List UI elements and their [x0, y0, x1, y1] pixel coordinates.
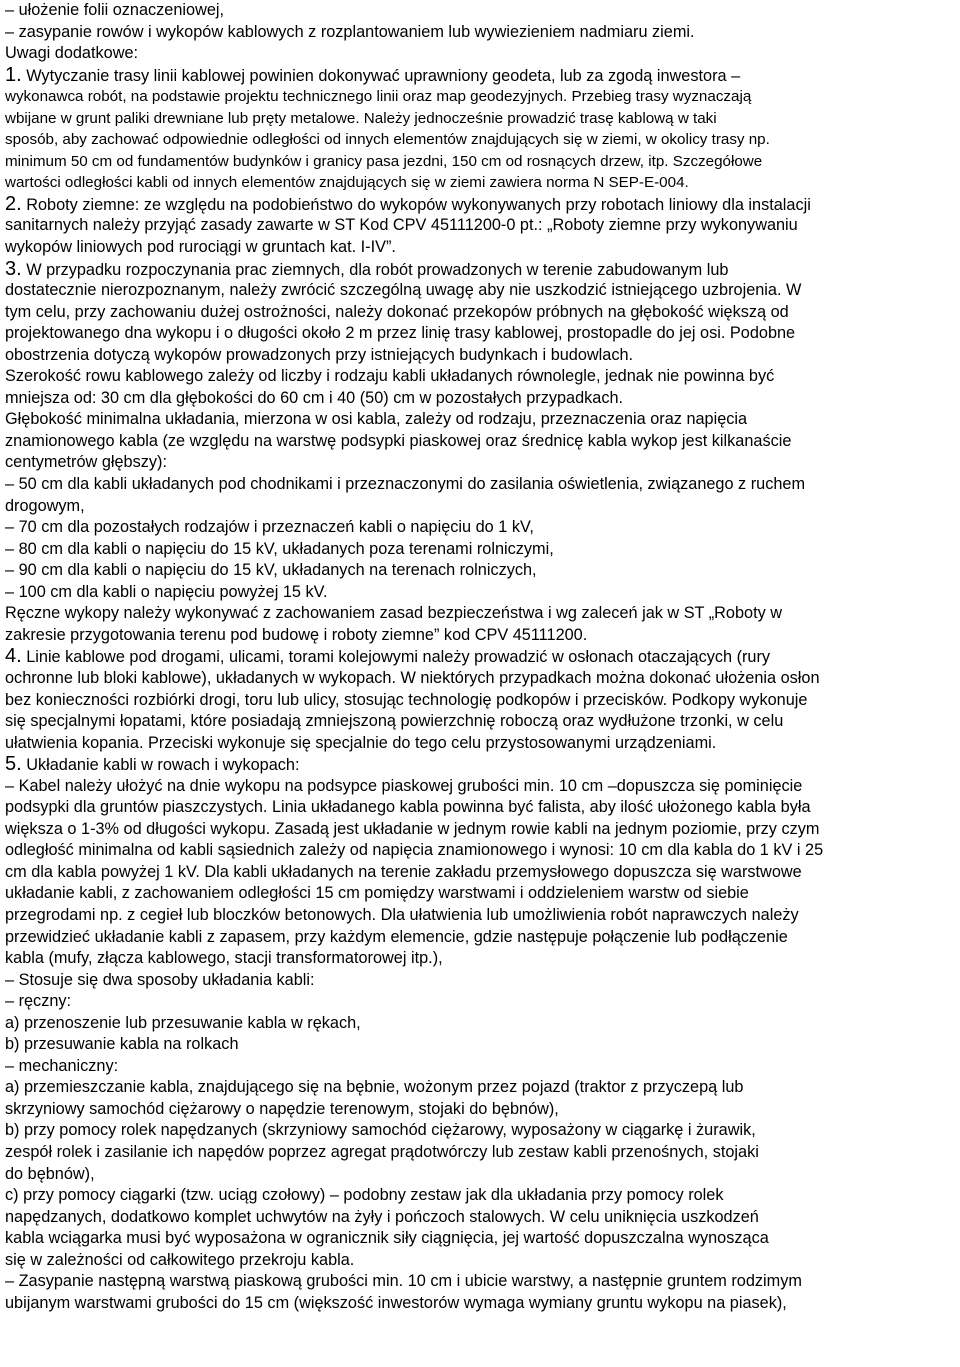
text-line — [5, 259, 960, 281]
text-line: skrzyniowy samochód ciężarowy o napędzie terenowym, stojaki do bębnów), — [5, 1099, 559, 1118]
text-line: wykonawca robót, na podstawie projektu technicznego linii oraz map geodezyjnych. Przebieg trasy wyznaczają — [5, 88, 752, 106]
text-line — [5, 65, 960, 87]
text-line: a) przemieszczanie kabla, znajdującego się na bębnie, wożonym przez pojazd (traktor z przyczepą lub — [5, 1078, 744, 1097]
text-line: ułatwienia kopania. Przeciski wykonuje się specjalnie do tego celu przystosowanymi urządzeniami. — [5, 733, 717, 752]
text-line: centymetrów głębszy): — [5, 453, 167, 472]
text-line: tym celu, przy zachowaniu dużej ostrożności, należy dokonać przekopów próbnych na głębokość większą od — [5, 302, 789, 321]
text-line: ochronne lub bloki kablowe), układanych w wykopach. W niektórych przypadkach można dokonać ułożenia osłon — [5, 668, 820, 687]
text-line: do bębnów), — [5, 1164, 95, 1183]
text-line: sanitarnych należy przyjąć zasady zawarte w ST Kod CPV 45111200-0 pt.: „Roboty ziemne przy wykonywaniu — [5, 216, 798, 235]
text-line: układanie kabli, z zachowaniem odległości 15 cm pomiędzy warstwami i oddzieleniem warstw od siebie — [5, 884, 749, 903]
text-line: b) przesuwanie kabla na rolkach — [5, 1035, 239, 1054]
text-line — [5, 646, 960, 668]
section-text: Linie kablowe pod drogami, ulicami, torami kolejowymi należy prowadzić w osłonach otaczających (rury — [21, 648, 771, 667]
text-line: drogowym, — [5, 496, 85, 515]
text-line — [5, 754, 960, 776]
text-line: odległość minimalna od kabli sąsiednich zależy od napięcia znamionowego i wynosi: 10 cm dla kabla do 1 kV i 25 — [5, 841, 824, 860]
text-line: zakresie przygotowania terenu pod budowę i roboty ziemne” kod CPV 45111200. — [5, 625, 588, 644]
text-line: dostatecznie nierozpoznanym, należy zwrócić szczególną uwagę aby nie uszkodzić istniejącego uzbrojenia. W — [5, 281, 802, 300]
text-line: większa o 1-3% od długości wykopu. Zasadą jest układanie w jednym rowie kabli na jednym poziomie, przy czym — [5, 819, 820, 838]
text-line: znamionowego kabla (ze względu na warstwę podsypki piaskowej oraz średnicę kabla wykop jest kilkanaście — [5, 431, 792, 450]
text-line: – Zasypanie następną warstwą piaskową grubości min. 10 cm i ubicie warstwy, a następnie gruntem rodzimym — [5, 1272, 802, 1291]
text-line: Uwagi dodatkowe: — [5, 44, 139, 63]
text-line: bez konieczności rozbiórki drogi, toru lub ulicy, stosując technologię podkopów i przecisków. Podkopy wykonuje — [5, 690, 808, 709]
text-line: kabla (mufy, złącza kablowego, stacji transformatorowej itp.), — [5, 949, 443, 968]
text-line: przegrodami np. z cegieł lub bloczków betonowych. Dla ułatwienia lub umożliwienia robót naprawczych należy — [5, 905, 799, 924]
text-line: – 70 cm dla pozostałych rodzajów i przeznaczeń kabli o napięciu do 1 kV, — [5, 518, 534, 537]
text-line: się w zależności od całkowitego przekroju kabla. — [5, 1250, 355, 1269]
section-text: Roboty ziemne: ze względu na podobieństwo do wykopów wykonywanych przy robotach liniowy dla instalacji — [21, 195, 811, 214]
text-line: – 80 cm dla kabli o napięciu do 15 kV, układanych poza terenami rolniczymi, — [5, 539, 554, 558]
section-text: Układanie kabli w rowach i wykopach: — [21, 756, 300, 775]
text-line: c) przy pomocy ciągarki (tzw. uciąg czołowy) – podobny zestaw jak dla układania przy pomocy rolek — [5, 1186, 724, 1205]
text-line: wartości odległości kabli od innych elementów znajdujących się w ziemi zawiera norma N SEP-E-004. — [5, 174, 689, 192]
text-line: cm dla kabla powyżej 1 kV. Dla kabli układanych na terenie zakładu przemysłowego dopuszcza się warstwowe — [5, 862, 802, 881]
text-line: kabla wciągarka musi być wyposażona w ogranicznik siły ciągnięcia, jej wartość dopuszczalna wynosząca — [5, 1229, 769, 1248]
text-line: projektowanego dna wykopu i o długości około 2 m przez linię trasy kablowej, prostopadle do jej osi. Podobne — [5, 324, 796, 343]
text-line: b) przy pomocy rolek napędzanych (skrzyniowy samochód ciężarowy, wyposażony w ciągarkę i żurawik, — [5, 1121, 756, 1140]
text-line: – mechaniczny: — [5, 1056, 119, 1075]
section-number: 5. — [5, 754, 22, 776]
section-number: 2. — [5, 193, 22, 215]
text-line: sposób, aby zachować odpowiednie odległości od innych elementów znajdujących się w ziemi, w okolicy trasy np. — [5, 131, 770, 149]
text-line: mniejsza od: 30 cm dla głębokości do 60 cm i 40 (50) cm w pozostałych przypadkach. — [5, 388, 624, 407]
text-line: wykopów liniowych pod rurociągi w gruntach kat. I-IV”. — [5, 238, 396, 257]
text-line: – 90 cm dla kabli o napięciu do 15 kV, układanych na terenach rolniczych, — [5, 561, 537, 580]
text-line: – 50 cm dla kabli układanych pod chodnikami i przeznaczonymi do zasilania oświetlenia, związanego z ruchem — [5, 475, 806, 494]
text-line: – ułożenie folii oznaczeniowej, — [5, 1, 225, 19]
text-line: – ręczny: — [5, 992, 72, 1011]
section-number: 1. — [5, 64, 22, 86]
section-text: Wytyczanie trasy linii kablowej powinien dokonywać uprawniony geodeta, lub za zgodą inwestora – — [21, 66, 741, 85]
text-line: minimum 50 cm od fundamentów budynków i granicy pasa jezdni, 150 cm od rosnących drzew, itp. Szczegółowe — [5, 152, 763, 170]
text-line: ubijanym warstwami grubości do 15 cm (większość inwestorów wymaga wymiany gruntu wykopu na piasek), — [5, 1293, 787, 1312]
text-line: się specjalnymi łopatami, które posiadają zmniejszoną powierzchnię roboczą oraz wydłużone trzonki, w celu — [5, 712, 784, 731]
section-text: W przypadku rozpoczynania prac ziemnych, dla robót prowadzonych w terenie zabudowanym lub — [21, 260, 729, 279]
text-line: Szerokość rowu kablowego zależy od liczby i rodzaju kabli układanych równolegle, jednak nie powinna być — [5, 367, 775, 386]
text-line: a) przenoszenie lub przesuwanie kabla w rękach, — [5, 1013, 361, 1032]
text-line: – Kabel należy ułożyć na dnie wykopu na podsypce piaskowej grubości min. 10 cm –dopuszcza się pominięcie — [5, 776, 803, 795]
section-number: 4. — [5, 646, 22, 668]
text-line: zespół rolek i zasilanie ich napędów poprzez agregat prądotwórczy lub zestaw kabli przenośnych, stojaki — [5, 1142, 759, 1161]
section-number: 3. — [5, 258, 22, 280]
text-line: obostrzenia dotyczą wykopów prowadzonych przy istniejących budynkach i budowlach. — [5, 345, 634, 364]
text-line: Ręczne wykopy należy wykonywać z zachowaniem zasad bezpieczeństwa i wg zaleceń jak w ST „Roboty w — [5, 604, 783, 623]
text-line: napędzanych, dodatkowo komplet uchwytów na żyły i pończoch stalowych. W celu uniknięcia uszkodzeń — [5, 1207, 759, 1226]
text-line: podsypki dla gruntów piaszczystych. Linia układanego kabla powinna być falista, aby ilość ułożonego kabla była — [5, 798, 811, 817]
text-line: Głębokość minimalna układania, mierzona w osi kabla, zależy od rodzaju, przeznaczenia oraz napięcia — [5, 410, 748, 429]
text-line: – Stosuje się dwa sposoby układania kabli: — [5, 970, 315, 989]
text-line: wbijane w grunt paliki drewniane lub pręty metalowe. Należy jednocześnie prowadzić trasę kablową w taki — [5, 109, 717, 127]
text-line — [5, 194, 960, 216]
text-line: – 100 cm dla kabli o napięciu powyżej 15 kV. — [5, 582, 328, 601]
text-line: – zasypanie rowów i wykopów kablowych z rozplantowaniem lub wywiezieniem nadmiaru ziemi. — [5, 22, 695, 41]
text-line: przewidzieć układanie kabli z zapasem, przy każdym elemencie, gdzie następuje połączenie lub podłączenie — [5, 927, 788, 946]
